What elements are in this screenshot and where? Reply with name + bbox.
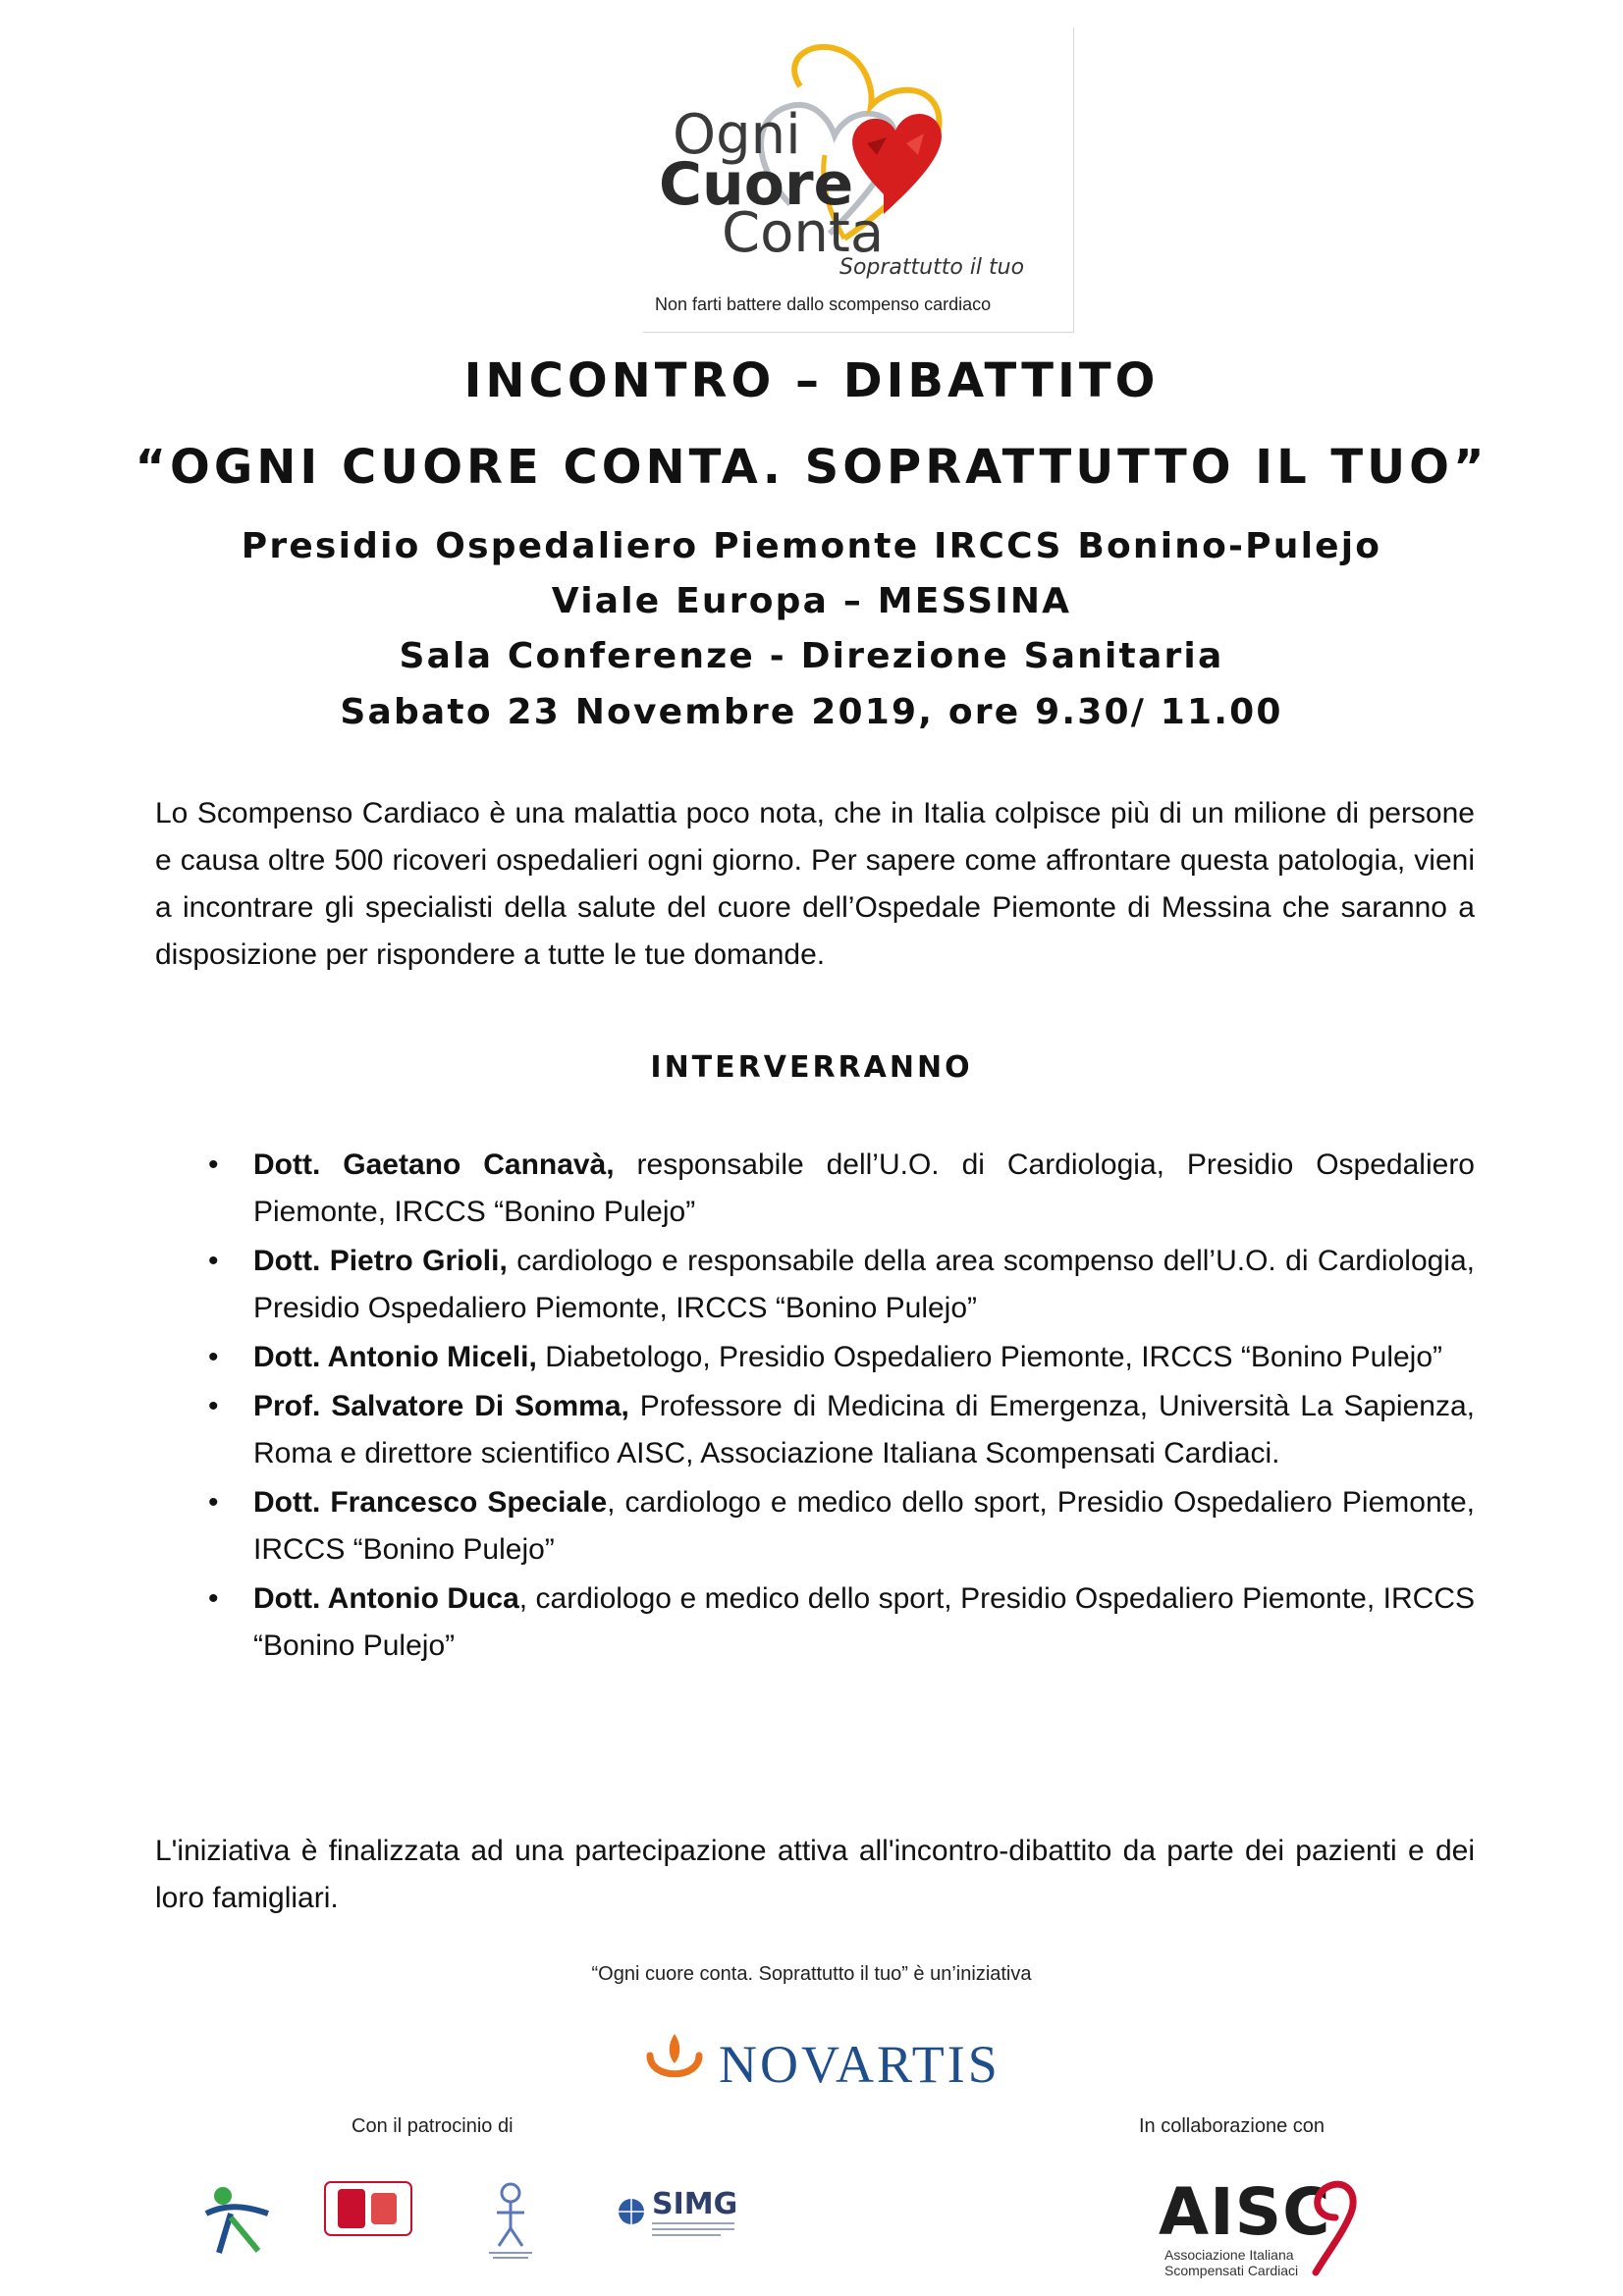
bullet-icon: • (208, 1390, 219, 1422)
speaker-item (208, 1479, 1475, 1574)
speaker-name: Dott. Antonio Duca (253, 1582, 519, 1615)
speakers-heading: INTERVERRANNO (650, 1050, 973, 1085)
speaker-name: Dott. Pietro Grioli, (253, 1245, 508, 1277)
speaker-item (208, 1142, 1475, 1236)
speaker-role: Professore di Medicina di Emergenza, Università La Sapienza, Roma e direttore scientifico AISC, Associazione Italiana Scompensati Cardiaci. (253, 1390, 1475, 1469)
partner-logo-1 (201, 2184, 270, 2258)
event-title: INCONTRO – DIBATTITO (463, 353, 1160, 408)
simg-wordmark: SIMG (652, 2187, 738, 2221)
speaker-item (208, 1238, 1475, 1332)
globe-icon (617, 2197, 646, 2226)
bullet-icon: • (208, 1486, 219, 1519)
speakers-list (208, 1142, 1475, 1672)
speaker-name: Dott. Gaetano Cannavà, (253, 1148, 615, 1181)
venue-hospital: Presidio Ospedaliero Piemonte IRCCS Bonino-Pulejo (241, 526, 1382, 566)
initiative-note: “Ogni cuore conta. Soprattutto il tuo” è un’iniziativa (591, 1963, 1032, 1985)
aisc-wordmark: AISC (1159, 2174, 1331, 2250)
collaboration-label: In collaborazione con (1139, 2115, 1325, 2137)
bullet-icon: • (208, 1341, 219, 1373)
aisc-logo (1159, 2174, 1365, 2287)
venue-address: Viale Europa – MESSINA (551, 581, 1072, 621)
aisc-subtitle-1: Associazione Italiana (1164, 2247, 1294, 2263)
venue-room: Sala Conferenze - Direzione Sanitaria (399, 636, 1224, 676)
logo-word-cuore: Cuore (659, 150, 854, 219)
speaker-role: , cardiologo e medico dello sport, Presidio Ospedaliero Piemonte, IRCCS “Bonino Pulejo” (253, 1486, 1475, 1566)
intro-paragraph: Lo Scompenso Cardiaco è una malattia poco nota, che in Italia colpisce più di un milione di persone e causa oltre 500 ricoveri ospedalieri ogni giorno. Per sapere come affrontare questa patologia, vieni a incontrare gli specialisti della salute del cuore dell’Ospedale Piemonte di Messina che saranno a disposizione per rispondere a tutte le tue domande. (155, 797, 1475, 971)
speaker-name: Prof. Salvatore Di Somma, (253, 1390, 629, 1422)
novartis-logo (640, 2026, 1001, 2095)
speaker-name: Dott. Antonio Miceli, (253, 1341, 537, 1373)
event-date: Sabato 23 Novembre 2019, ore 9.30/ 11.00 (340, 692, 1283, 732)
bullet-icon: • (208, 1582, 219, 1615)
partner-logo-3 (483, 2179, 538, 2263)
bullet-icon: • (208, 1148, 219, 1181)
speaker-role: , cardiologo e medico dello sport, Presidio Ospedaliero Piemonte, IRCCS “Bonino Pulejo” (253, 1582, 1475, 1662)
partner-logo-2 (324, 2181, 412, 2236)
novartis-wordmark: NOVARTIS (719, 2035, 1001, 2094)
speaker-item (208, 1334, 1475, 1381)
novartis-flame-icon (640, 2026, 709, 2095)
speaker-role: cardiologo e responsabile della area scompenso dell’U.O. di Cardiologia, Presidio Ospedaliero Piemonte, IRCCS “Bonino Pulejo” (253, 1245, 1475, 1324)
ogni-cuore-conta-logo (643, 27, 1074, 333)
speaker-name: Dott. Francesco Speciale (253, 1486, 608, 1519)
logo-word-ogni: Ogni (673, 103, 801, 167)
aisc-subtitle-2: Scompensati Cardiaci (1164, 2263, 1299, 2278)
logo-tagline: Non farti battere dallo scompenso cardiaco (655, 294, 992, 314)
aisc-heart-icon (1306, 2174, 1365, 2282)
speaker-item (208, 1575, 1475, 1670)
patronage-label: Con il patrocinio di (352, 2115, 514, 2137)
bullet-icon: • (208, 1245, 219, 1277)
simg-logo (617, 2187, 739, 2244)
logo-word-conta: Conta (722, 201, 885, 265)
logo-subtitle: Soprattutto il tuo (839, 255, 1025, 280)
speaker-role: responsabile dell’U.O. di Cardiologia, Presidio Ospedaliero Piemonte, IRCCS “Bonino Pulejo” (253, 1148, 1475, 1228)
closing-paragraph: L'iniziativa è finalizzata ad una partecipazione attiva all'incontro-dibattito da parte dei pazienti e dei loro famigliari. (155, 1835, 1475, 1914)
speaker-role: Diabetologo, Presidio Ospedaliero Piemonte, IRCCS “Bonino Pulejo” (536, 1341, 1443, 1373)
event-subtitle: “OGNI CUORE CONTA. SOPRATTUTTO IL TUO” (135, 440, 1488, 495)
speaker-item (208, 1383, 1475, 1477)
